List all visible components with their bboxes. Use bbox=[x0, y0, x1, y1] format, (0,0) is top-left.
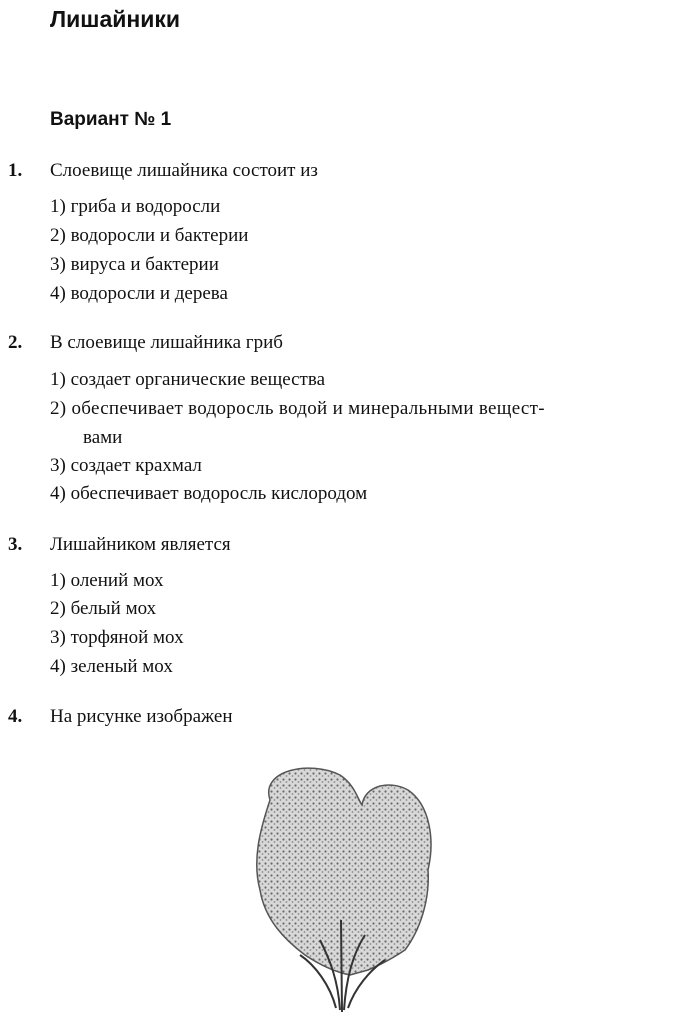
answer-option: 4) зеленый мох bbox=[50, 656, 173, 677]
question-text: На рисунке изображен bbox=[50, 706, 233, 727]
answer-option: 3) торфяной мох bbox=[50, 627, 184, 648]
question-number: 4. bbox=[8, 706, 23, 727]
question-number: 3. bbox=[8, 534, 23, 555]
answer-option: 2) водоросли и бактерии bbox=[50, 225, 249, 246]
answer-option: 1) олений мох bbox=[50, 570, 164, 591]
answer-option: 1) гриба и водоросли bbox=[50, 196, 221, 217]
answer-option: 1) создает органические вещества bbox=[50, 369, 326, 390]
answer-option-continuation: вами bbox=[83, 427, 123, 448]
answer-option: 3) вируса и бактерии bbox=[50, 254, 219, 275]
answer-option: 2) белый мох bbox=[50, 598, 157, 619]
question-text: Слоевище лишайника состоит из bbox=[50, 160, 318, 181]
question-number: 1. bbox=[8, 160, 23, 181]
question-text: Лишайником является bbox=[50, 534, 231, 555]
answer-option: 4) водоросли и дерева bbox=[50, 283, 228, 304]
lichen-illustration bbox=[240, 760, 450, 1020]
page-title: Лишайники bbox=[50, 6, 181, 32]
answer-option: 2) обеспечивает водоросль водой и минеральными вещест- bbox=[50, 398, 545, 419]
variant-heading: Вариант № 1 bbox=[50, 109, 172, 130]
answer-option: 3) создает крахмал bbox=[50, 455, 202, 476]
question-number: 2. bbox=[8, 332, 23, 353]
answer-option: 4) обеспечивает водоросль кислородом bbox=[50, 483, 368, 504]
question-text: В слоевище лишайника гриб bbox=[50, 332, 283, 353]
